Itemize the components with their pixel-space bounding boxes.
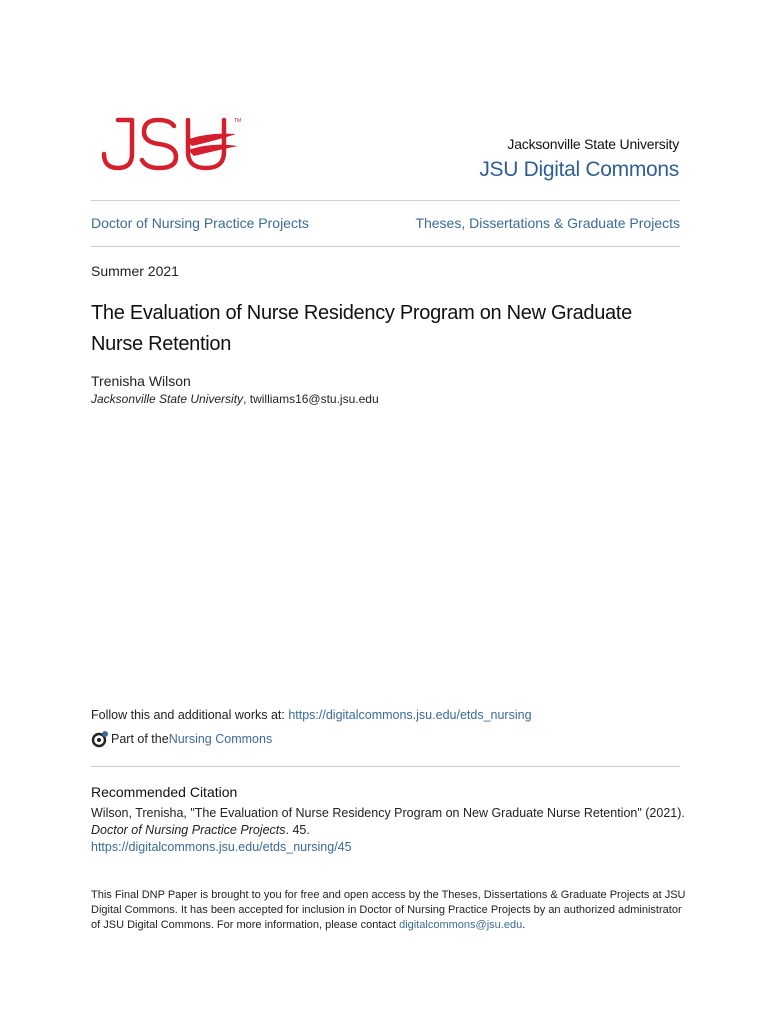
part-of-label: Part of the <box>111 732 169 746</box>
institution-header <box>479 136 679 182</box>
part-of-line <box>91 730 272 748</box>
nursing-commons-link[interactable]: Nursing Commons <box>168 732 273 746</box>
divider-series <box>91 246 680 247</box>
notice-text: This Final DNP Paper is brought to you for free and open access by the Theses, Dissertations & Graduate Projects at JSU Digital Commons. It has been accepted for inclusion in Doctor of Nursing Practice Projects by an authorized administrator of JSU Digital Commons. For more information, please contact <box>91 889 686 931</box>
author-affiliation <box>91 392 379 406</box>
citation-text: Wilson, Trenisha, "The Evaluation of Nurse Residency Program on New Graduate Nurse Retention" (2021). <box>91 806 685 820</box>
notice-end: . <box>522 919 526 931</box>
citation-body <box>91 805 691 856</box>
network-commons-icon <box>91 730 109 748</box>
access-notice <box>91 888 691 933</box>
document-title: The Evaluation of Nurse Residency Program on New Graduate Nurse Retention <box>91 302 632 355</box>
svg-text:TM: TM <box>234 118 242 124</box>
author-email: , twilliams16@stu.jsu.edu <box>243 392 379 406</box>
citation-heading: Recommended Citation <box>91 784 238 800</box>
series-links <box>91 215 680 231</box>
publication-date: Summer 2021 <box>91 263 179 279</box>
series-link-theses[interactable]: Theses, Dissertations & Graduate Projects <box>415 215 680 231</box>
citation-series: Doctor of Nursing Practice Projects <box>91 823 286 837</box>
follow-line <box>91 708 532 722</box>
author-name: Trenisha Wilson <box>91 373 191 389</box>
contact-email-link[interactable]: digitalcommons@jsu.edu <box>399 919 523 931</box>
series-link-dnp-projects[interactable]: Doctor of Nursing Practice Projects <box>91 215 309 231</box>
affiliation-text: Jacksonville State University <box>91 392 244 406</box>
institution-name: Jacksonville State University <box>507 136 679 152</box>
repository-name[interactable]: JSU Digital Commons <box>479 158 679 181</box>
follow-url-link[interactable]: https://digitalcommons.jsu.edu/etds_nursing <box>288 708 532 722</box>
follow-label: Follow this and additional works at: <box>91 708 289 722</box>
divider-citation <box>91 766 680 767</box>
jsu-logo <box>96 112 246 176</box>
citation-number: . 45. <box>285 823 310 837</box>
citation-url-link[interactable]: https://digitalcommons.jsu.edu/etds_nursing/45 <box>91 840 352 854</box>
divider-top <box>91 200 680 201</box>
